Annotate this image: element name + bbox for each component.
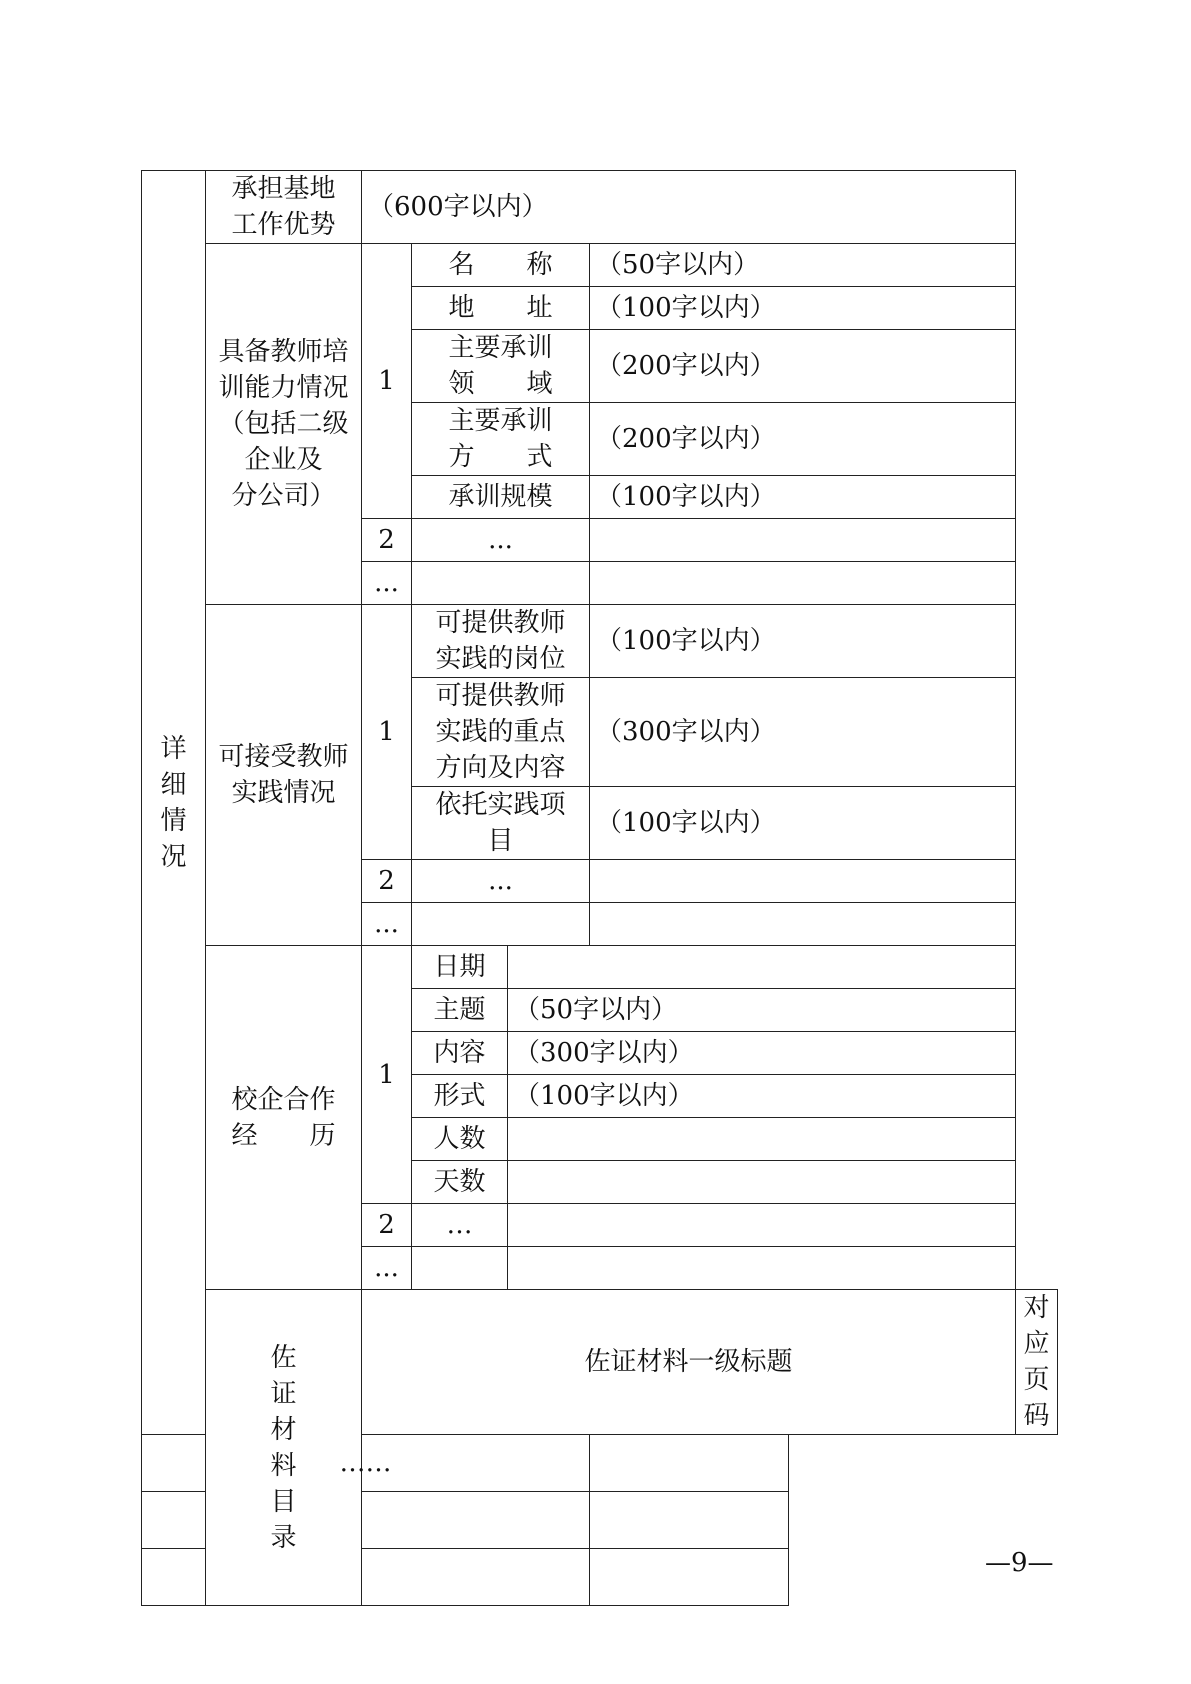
practice-index-1: 1 [362, 605, 412, 860]
cooperation-index-1: 1 [362, 946, 412, 1204]
training-more-label[interactable] [412, 562, 590, 605]
training-field-value[interactable]: （200字以内） [590, 330, 1016, 403]
practice-more-value[interactable] [590, 903, 1016, 946]
coop-topic-value[interactable]: （50字以内） [508, 989, 1016, 1032]
coop-content-label: 内容 [412, 1032, 508, 1075]
coop-index-more: ... [362, 1247, 412, 1290]
training-mode-label: 主要承训 方 式 [412, 403, 590, 476]
evidence-row-3-title[interactable] [142, 1549, 590, 1606]
training-row2-label: ... [412, 519, 590, 562]
advantages-label: 承担基地 工作优势 [206, 171, 362, 244]
coop-row2-label: … [412, 1204, 508, 1247]
training-name-label: 名 称 [412, 244, 590, 287]
coop-date-value[interactable] [508, 946, 1016, 989]
coop-more-value[interactable] [508, 1247, 1016, 1290]
evidence-row-3-page[interactable] [590, 1549, 789, 1606]
practice-row2-label: ... [412, 860, 590, 903]
evidence-section-label: 佐 证 材 料 目 录 [206, 1290, 362, 1606]
coop-topic-label: 主题 [412, 989, 508, 1032]
evidence-page-header: 对应页码 [1016, 1290, 1058, 1435]
coop-more-label[interactable] [412, 1247, 508, 1290]
coop-row2-value[interactable] [508, 1204, 1016, 1247]
training-name-value[interactable]: （50字以内） [590, 244, 1016, 287]
training-index-2: 2 [362, 519, 412, 562]
practice-more-label[interactable] [412, 903, 590, 946]
training-field-label: 主要承训 领 域 [412, 330, 590, 403]
practice-focus-value[interactable]: （300字以内） [590, 678, 1016, 787]
evidence-title-header: 佐证材料一级标题 [362, 1290, 1016, 1435]
practice-index-more: ... [362, 903, 412, 946]
training-label: 具备教师培 训能力情况 （包括二级 企业及 分公司） [206, 244, 362, 605]
evidence-row-1-title[interactable]: …… [142, 1435, 590, 1492]
training-more-value[interactable] [590, 562, 1016, 605]
detail-section-label: 详 细 情 况 [142, 171, 206, 1435]
coop-index-2: 2 [362, 1204, 412, 1247]
coop-date-label: 日期 [412, 946, 508, 989]
training-row2-value[interactable] [590, 519, 1016, 562]
coop-days-label: 天数 [412, 1161, 508, 1204]
training-scale-label: 承训规模 [412, 476, 590, 519]
page-number: —9— [985, 1548, 1054, 1578]
practice-project-label: 依托实践项 目 [412, 787, 590, 860]
coop-days-value[interactable] [508, 1161, 1016, 1204]
practice-project-value[interactable]: （100字以内） [590, 787, 1016, 860]
training-address-value[interactable]: （100字以内） [590, 287, 1016, 330]
advantages-value[interactable]: （600字以内） [362, 171, 1016, 244]
practice-index-2: 2 [362, 860, 412, 903]
evidence-row-2-title[interactable] [142, 1492, 590, 1549]
coop-form-label: 形式 [412, 1075, 508, 1118]
training-mode-value[interactable]: （200字以内） [590, 403, 1016, 476]
coop-content-value[interactable]: （300字以内） [508, 1032, 1016, 1075]
cooperation-label: 校企合作 经 历 [206, 946, 362, 1290]
training-address-label: 地 址 [412, 287, 590, 330]
coop-form-value[interactable]: （100字以内） [508, 1075, 1016, 1118]
training-scale-value[interactable]: （100字以内） [590, 476, 1016, 519]
practice-focus-label: 可提供教师 实践的重点 方向及内容 [412, 678, 590, 787]
application-form-table [141, 170, 1058, 1606]
practice-label: 可接受教师 实践情况 [206, 605, 362, 946]
practice-post-value[interactable]: （100字以内） [590, 605, 1016, 678]
training-index-1: 1 [362, 244, 412, 519]
practice-post-label: 可提供教师 实践的岗位 [412, 605, 590, 678]
practice-row2-value[interactable] [590, 860, 1016, 903]
evidence-row-1-page[interactable] [590, 1435, 789, 1492]
coop-people-label: 人数 [412, 1118, 508, 1161]
evidence-row-2-page[interactable] [590, 1492, 789, 1549]
training-index-more: ... [362, 562, 412, 605]
coop-people-value[interactable] [508, 1118, 1016, 1161]
